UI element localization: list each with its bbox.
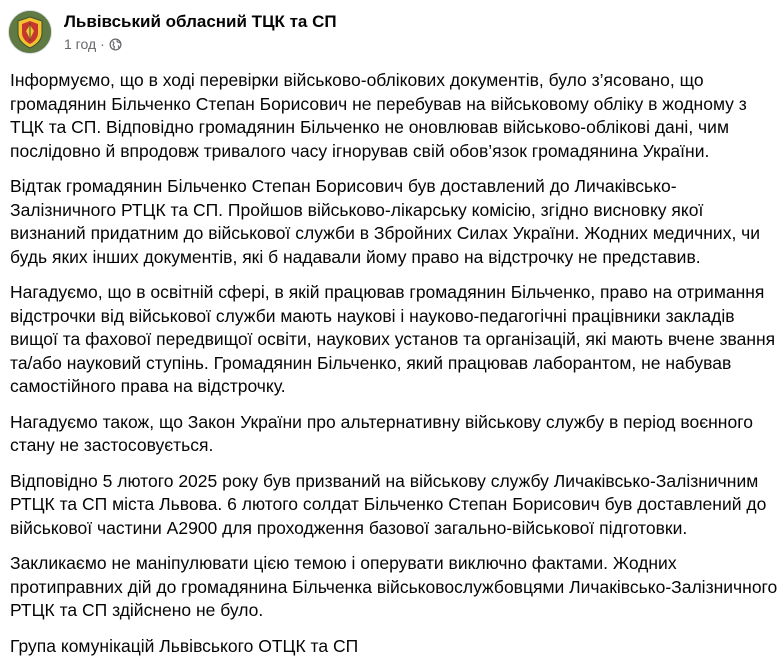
post-paragraph: Закликаємо не маніпулювати цією темою і оперувати виключно фактами. Жодних протиправних дій до громадянина Більченка військовослужбовцями Личаківсько-Залізничного РТЦК та СП здійснено не було. bbox=[10, 553, 778, 620]
globe-icon bbox=[109, 38, 122, 51]
post-paragraph: Відтак громадянин Більченко Степан Борисович був доставлений до Личаківсько-Залізничного РТЦК та СП. Пройшов військово-лікарську комісію, згідно висновку якої визнаний придатним до військової служби в Збройних Силах України. Жодних медичних, чи будь яких інших документів, які б надавали йому право на відстрочку не представив. bbox=[10, 176, 761, 267]
page-name[interactable]: Львівський обласний ТЦК та СП bbox=[64, 12, 337, 31]
post-time[interactable]: 1 год bbox=[64, 36, 97, 52]
military-emblem-icon bbox=[9, 11, 51, 53]
post-signature: Група комунікацій Львівського ОТЦК та СП bbox=[10, 635, 359, 656]
page-avatar[interactable] bbox=[8, 10, 52, 54]
post-paragraph: Нагадуємо, що в освітній сфері, в якій працював громадянин Більченко, право на отримання відстрочки від військової служби мають наукові і науково-педагогічні працівники закладів вищої та фахової передвищої освіти, наукових установ та організацій, які мають вчене звання та/або науковий ступінь. Громадянин Більченко, який працював лаборантом, не набував самостійного права на відстрочку. bbox=[10, 282, 776, 396]
post-paragraph: Інформуємо, що в ході перевірки військово-облікових документів, було з’ясовано, що громадянин Більченко Степан Борисович не перебував на військовому обліку в жодному з ТЦК та СП. Відповідно громадянин Більченко не оновлював військово-облікові дані, чим послідовно й впродовж тривалого часу ігнорував свій обов’язок громадянина України. bbox=[10, 70, 747, 161]
post-meta bbox=[64, 36, 337, 53]
meta-separator: · bbox=[100, 36, 105, 52]
post-header bbox=[8, 6, 337, 58]
post-paragraph: Нагадуємо також, що Закон України про альтернативну військову службу в період воєнного стану не застосовується. bbox=[10, 411, 753, 455]
post-body bbox=[10, 69, 778, 670]
post-paragraph: Відповідно 5 лютого 2025 року був призваний на військову службу Личаківсько-Залізничним РТЦК та СП міста Львова. 6 лютого солдат Більченко Степан Борисович був доставлений до військової частини А2900 для проходження базової загально-військової підготовки. bbox=[10, 470, 767, 538]
header-text bbox=[64, 11, 337, 53]
